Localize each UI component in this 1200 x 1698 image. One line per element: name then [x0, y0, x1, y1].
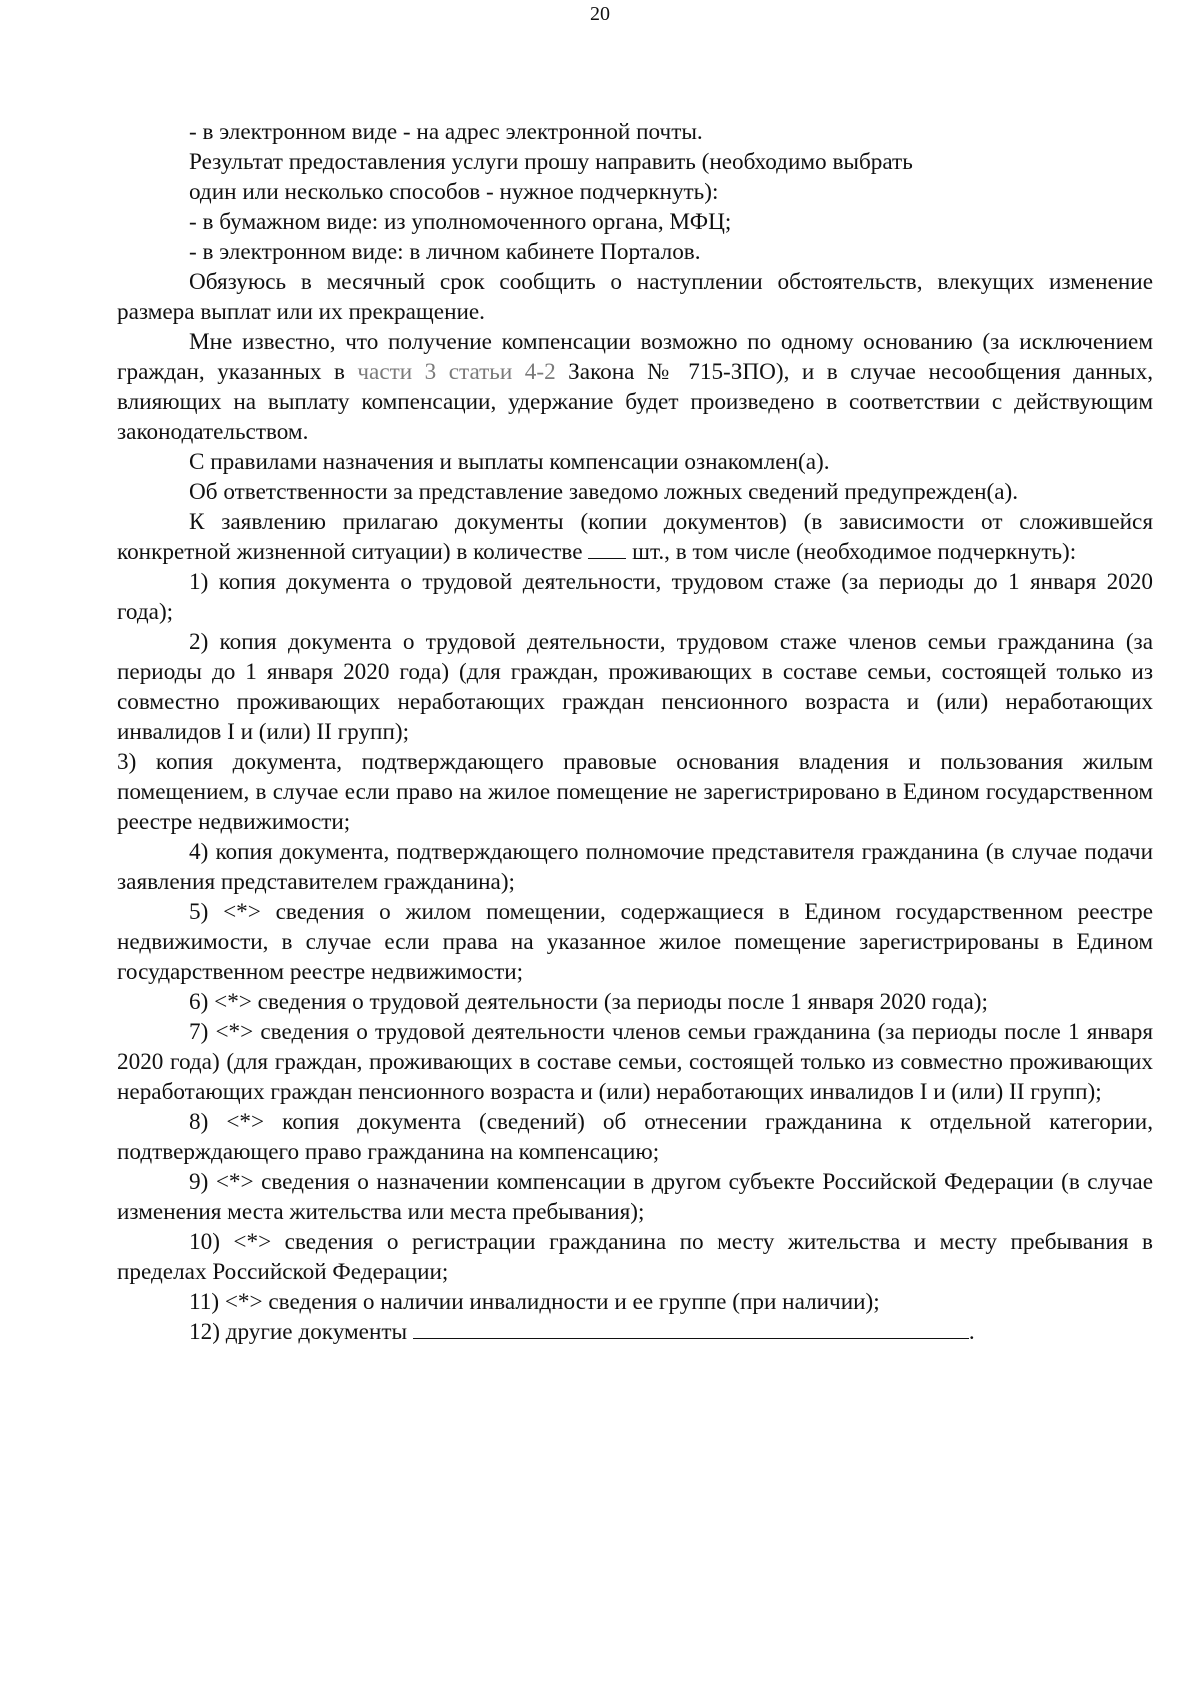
- paragraph-obligation: Обязуюсь в месячный срок сообщить о наступлении обстоятельств, влекущих изменение размера выплат или их прекращение.: [117, 269, 1153, 325]
- list-item-1: 1) копия документа о трудовой деятельности, трудовом стаже (за периоды до 1 января 2020 года);: [117, 569, 1153, 625]
- known-text-end: Закона № 715-ЗПО), и в случае несообщения данных, влияющих на выплату компенсации, удержание будет произведено в соответствии с действующим законодательством.: [117, 359, 1153, 445]
- list-item-4: 4) копия документа, подтверждающего полномочие представителя гражданина (в случае подачи заявления представителем гражданина);: [117, 839, 1153, 895]
- list-item-6: 6) <*> сведения о трудовой деятельности (за периоды после 1 января 2020 года);: [189, 989, 988, 1015]
- law-reference-link[interactable]: части 3 статьи 4-2: [357, 359, 556, 385]
- result-delivery-line-2: один или несколько способов - нужное подчеркнуть):: [189, 179, 719, 205]
- list-item-8: 8) <*> копия документа (сведений) об отнесении гражданина к отдельной категории, подтверждающего право гражданина на компенсацию;: [117, 1109, 1153, 1165]
- paragraph-paper-option: - в бумажном виде: из уполномоченного органа, МФЦ;: [189, 209, 732, 235]
- other-docs-period: .: [968, 1319, 975, 1345]
- paragraph-attachments: [117, 507, 1153, 567]
- attachments-count-blank[interactable]: [588, 540, 626, 559]
- result-delivery-line-1: Результат предоставления услуги прошу направить (необходимо выбрать: [189, 149, 913, 175]
- list-item-12: [117, 1317, 1153, 1347]
- paragraph-rules: С правилами назначения и выплаты компенсации ознакомлен(а).: [189, 449, 830, 475]
- other-docs-blank[interactable]: [413, 1320, 969, 1339]
- page-number: 20: [590, 3, 610, 25]
- document-body: [117, 117, 1153, 1347]
- attachments-text-start: К заявлению прилагаю документы (копии документов) (в зависимости от сложившейся конкретной жизненной ситуации) в количестве: [117, 509, 1153, 565]
- paragraph-email: - в электронном виде - на адрес электронной почты.: [189, 119, 703, 145]
- list-item-2: 2) копия документа о трудовой деятельности, трудовом стаже членов семьи гражданина (за периоды до 1 января 2020 года) (для граждан, проживающих в составе семьи, состоящей только из совместно проживающих неработающих граждан пенсионного возраста и (или) неработающих инвалидов I и (или) II групп);: [117, 629, 1153, 745]
- attachments-text-end: шт., в том числе (необходимое подчеркнуть):: [626, 539, 1077, 565]
- paragraph-responsibility: Об ответственности за представление заведомо ложных сведений предупрежден(а).: [189, 479, 1019, 505]
- paragraph-electronic-option: - в электронном виде: в личном кабинете Порталов.: [189, 239, 701, 265]
- list-item-5: 5) <*> сведения о жилом помещении, содержащиеся в Едином государственном реестре недвижимости, в случае если права на указанное жилое помещение зарегистрированы в Едином государственном реестре недвижимости;: [117, 899, 1153, 985]
- other-docs-label: 12) другие документы: [189, 1319, 413, 1345]
- list-item-9: 9) <*> сведения о назначении компенсации в другом субъекте Российской Федерации (в случае изменения места жительства или места пребывания);: [117, 1169, 1153, 1225]
- known-text-start: Мне известно, что получение компенсации возможно по одному основанию (за исключением граждан, указанных в: [117, 329, 1153, 385]
- list-item-7: 7) <*> сведения о трудовой деятельности членов семьи гражданина (за периоды после 1 января 2020 года) (для граждан, проживающих в составе семьи, состоящей только из совместно проживающих неработающих граждан пенсионного возраста и (или) неработающих инвалидов I и (или) II групп);: [117, 1019, 1153, 1105]
- paragraph-known: [117, 327, 1153, 447]
- list-item-10: 10) <*> сведения о регистрации гражданина по месту жительства и месту пребывания в пределах Российской Федерации;: [117, 1229, 1153, 1285]
- list-item-11: 11) <*> сведения о наличии инвалидности и ее группе (при наличии);: [189, 1289, 880, 1315]
- paragraph-result-delivery: [117, 147, 1153, 207]
- list-item-3: 3) копия документа, подтверждающего правовые основания владения и пользования жилым помещением, в случае если право на жилое помещение не зарегистрировано в Едином государственном реестре недвижимости;: [117, 749, 1153, 835]
